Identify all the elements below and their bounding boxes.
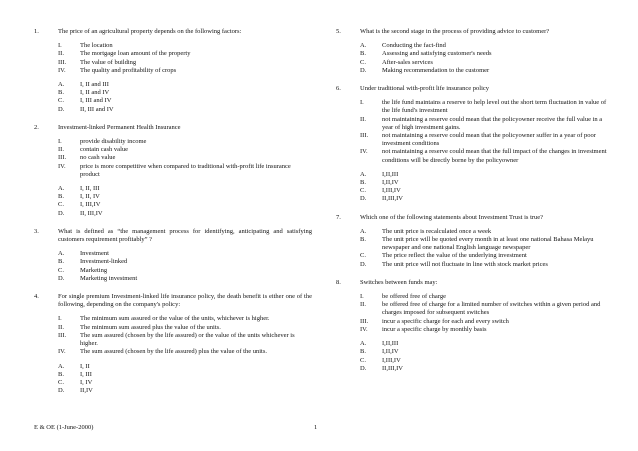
statement-number: IV. xyxy=(58,66,66,74)
option-text: The unit price is recalculated once a week xyxy=(382,227,492,235)
question-block xyxy=(34,28,312,114)
statement-list xyxy=(360,293,608,334)
statement-item xyxy=(360,132,608,148)
statement-text: The minimum sum assured plus the value of the units. xyxy=(80,323,221,331)
statement-number: I. xyxy=(58,138,62,146)
statement-item xyxy=(58,332,312,348)
question-number: 5. xyxy=(336,28,341,35)
statement-item xyxy=(58,163,312,179)
statement-item xyxy=(58,138,312,146)
answer-option xyxy=(58,267,312,275)
option-text: The price reflect the value of the underlying investment xyxy=(382,252,527,260)
page-number: 1 xyxy=(314,424,318,431)
option-letter: A. xyxy=(58,185,65,193)
answer-option xyxy=(360,236,608,252)
statement-text: The value of building xyxy=(80,58,137,66)
statement-item xyxy=(360,293,608,301)
answer-option xyxy=(360,171,608,179)
answer-option xyxy=(58,363,312,371)
option-letter: B. xyxy=(360,50,366,58)
statement-number: III. xyxy=(58,154,67,162)
answer-option xyxy=(58,258,312,266)
option-text: Investment-linked xyxy=(80,258,128,266)
statement-number: I. xyxy=(360,99,364,107)
option-letter: C. xyxy=(58,97,64,105)
statement-number: II. xyxy=(360,301,366,309)
option-letter: D. xyxy=(360,66,367,74)
option-text: I,II,IV xyxy=(382,348,399,356)
question-block xyxy=(336,28,608,75)
option-letter: A. xyxy=(58,81,65,89)
statement-item xyxy=(58,42,312,50)
answer-option xyxy=(58,185,312,193)
statement-text: The location xyxy=(80,42,113,50)
question-text: The price of an agricultural property depends on the following factors: xyxy=(58,28,242,35)
answer-options xyxy=(360,340,608,373)
statement-item xyxy=(360,99,608,115)
statement-item xyxy=(58,154,312,162)
statement-text: price is more competitive when compared to traditional with-profit life insurance product xyxy=(80,162,291,178)
statement-text: contain cash value xyxy=(80,146,129,154)
footer-edition: E & OE (1-June-2000) xyxy=(34,424,94,431)
statement-list xyxy=(58,315,312,356)
question-number: 1. xyxy=(34,28,39,35)
statement-number: IV. xyxy=(360,148,368,156)
statement-number: I. xyxy=(360,293,364,301)
option-text: I,II,IV xyxy=(382,179,399,187)
statement-text: the life fund maintains a reserve to help level out the short term fluctuation in value of the life fund's investment xyxy=(382,99,607,115)
statement-text: be offered free of charge for a limited number of switches within a given period and charges imposed for subsequent switches xyxy=(382,301,601,317)
answer-options xyxy=(58,185,312,218)
statement-number: III. xyxy=(58,58,67,66)
option-text: I,III,IV xyxy=(382,356,401,364)
option-letter: B. xyxy=(58,89,64,97)
option-letter: C. xyxy=(58,378,64,386)
option-text: I, III xyxy=(80,370,92,378)
question-text: Which one of the following statements about Investment Trust is true? xyxy=(360,213,544,221)
option-letter: D. xyxy=(360,260,367,268)
answer-option xyxy=(58,201,312,209)
statement-number: III. xyxy=(58,331,67,339)
statement-text: The sum assured (chosen by the life assured) plus the value of the units. xyxy=(80,348,268,356)
answer-option xyxy=(360,228,608,236)
answer-option xyxy=(360,365,608,373)
option-text: The unit price will be quoted every month in at least one national Bahasa Melayu newspaper and one national English language newspaper xyxy=(382,236,594,252)
option-text: II, III and IV xyxy=(80,105,114,113)
answer-option xyxy=(58,106,312,114)
option-letter: B. xyxy=(360,236,366,244)
option-text: I, III,IV xyxy=(80,201,101,209)
option-text: Assessing and satisfying customer's needs xyxy=(382,50,492,58)
answer-option xyxy=(58,371,312,379)
option-text: Conducting the fact-find xyxy=(382,42,446,50)
option-text: After-sales services xyxy=(382,58,433,66)
statement-item xyxy=(58,315,312,323)
option-text: I, II and IV xyxy=(80,89,110,97)
statement-text: The quality and profitability of crops xyxy=(80,66,177,74)
answer-option xyxy=(58,379,312,387)
question-number: 8. xyxy=(336,278,341,286)
question-number: 3. xyxy=(34,227,39,235)
option-letter: B. xyxy=(58,370,64,378)
statement-number: II. xyxy=(58,323,64,331)
answer-options xyxy=(360,228,608,269)
statement-item xyxy=(360,326,608,334)
question-text: What is defined as “the management process for identifying, anticipating and satisfying customers requirement profitably” ? xyxy=(58,227,312,244)
statement-list xyxy=(360,99,608,165)
statement-text: incur a specific charge by monthly basis xyxy=(382,325,487,333)
answer-option xyxy=(360,252,608,260)
statement-number: IV. xyxy=(58,348,66,356)
option-text: I,II,III xyxy=(382,340,399,348)
option-text: The unit price will not fluctuate in line with stock market prices xyxy=(382,260,548,268)
answer-option xyxy=(360,261,608,269)
statement-number: II. xyxy=(360,115,366,123)
statement-text: not maintaining a reserve could mean that the policyowner receive the full value in a year of high investment gains. xyxy=(382,115,603,131)
answer-option xyxy=(360,42,608,50)
option-letter: B. xyxy=(360,348,366,356)
answer-options xyxy=(360,42,608,75)
option-text: I, II, IV xyxy=(80,193,100,201)
option-letter: C. xyxy=(360,187,366,195)
option-letter: C. xyxy=(58,266,64,274)
option-letter: C. xyxy=(360,58,366,66)
answer-option xyxy=(58,387,312,395)
answer-option xyxy=(58,210,312,218)
option-text: I, II xyxy=(80,362,90,370)
option-letter: A. xyxy=(360,227,367,235)
statement-number: I. xyxy=(58,315,62,323)
statement-text: incur a specific charge for each and every switch xyxy=(382,317,509,325)
answer-option xyxy=(58,250,312,258)
question-text: For single premium Investment-linked life insurance policy, the death benefit is either one of the following, depending on the company's policy: xyxy=(58,293,312,309)
statement-item xyxy=(58,324,312,332)
statement-item xyxy=(360,116,608,132)
question-block xyxy=(336,279,608,373)
question-text: Switches between funds may: xyxy=(360,278,438,286)
left-column xyxy=(34,28,312,405)
statement-text: not maintaining a reserve could mean that the policyowner suffer in a year of poor investment conditions xyxy=(382,132,596,148)
statement-text: be offered free of charge xyxy=(382,293,446,301)
statement-number: I. xyxy=(58,42,62,50)
statement-text: not maintaining a reserve could mean that the full impact of the changes in investment conditions will be directly borne by the policyowner xyxy=(382,148,607,164)
statement-text: The minimum sum assured or the value of the units, whichever is higher. xyxy=(80,315,270,323)
option-letter: B. xyxy=(360,179,366,187)
option-text: I,II,III xyxy=(382,170,399,178)
answer-option xyxy=(360,195,608,203)
question-block xyxy=(336,85,608,204)
statement-number: II. xyxy=(58,50,64,58)
option-text: II,III,IV xyxy=(382,195,403,203)
statement-number: III. xyxy=(360,132,369,140)
statement-text: no cash value xyxy=(80,154,116,162)
option-letter: C. xyxy=(58,201,64,209)
option-letter: D. xyxy=(58,209,65,217)
option-text: I, II, III xyxy=(80,185,100,193)
statement-item xyxy=(360,148,608,164)
option-text: I,III,IV xyxy=(382,187,401,195)
statement-number: III. xyxy=(360,317,369,325)
answer-option xyxy=(360,50,608,58)
answer-option xyxy=(58,81,312,89)
option-text: II,IV xyxy=(80,387,93,395)
answer-option xyxy=(58,89,312,97)
option-text: I, III and IV xyxy=(80,97,112,105)
answer-option xyxy=(360,179,608,187)
answer-option xyxy=(360,357,608,365)
question-block xyxy=(34,293,312,395)
option-text: I, IV xyxy=(80,378,93,386)
option-letter: D. xyxy=(58,274,65,282)
question-number: 6. xyxy=(336,85,341,93)
option-letter: A. xyxy=(360,340,367,348)
statement-item xyxy=(58,59,312,67)
option-letter: D. xyxy=(360,195,367,203)
question-block xyxy=(34,124,312,218)
statement-text: The sum assured (chosen by the life assured) or the value of the units whichever is higher. xyxy=(80,331,295,348)
answer-options xyxy=(58,250,312,283)
question-number: 7. xyxy=(336,213,341,221)
statement-item xyxy=(360,318,608,326)
statement-text: provide disability income xyxy=(80,138,147,146)
option-text: I, II and III xyxy=(80,81,109,89)
question-block xyxy=(336,214,608,269)
option-letter: C. xyxy=(360,252,366,260)
question-text: Investment-linked Permanent Health Insurance xyxy=(58,123,181,131)
option-text: Marketing investment xyxy=(80,274,138,282)
option-text: Marketing xyxy=(80,266,108,274)
statement-item xyxy=(58,50,312,58)
statement-number: IV. xyxy=(58,162,66,170)
option-letter: A. xyxy=(360,170,367,178)
question-number: 4. xyxy=(34,293,39,301)
option-letter: D. xyxy=(58,387,65,395)
option-letter: A. xyxy=(58,250,65,258)
answer-options xyxy=(360,171,608,204)
question-number: 2. xyxy=(34,123,39,131)
answer-option xyxy=(360,348,608,356)
statement-text: The mortgage loan amount of the property xyxy=(80,50,191,58)
answer-option xyxy=(360,340,608,348)
statement-item xyxy=(360,301,608,317)
statement-list xyxy=(58,138,312,179)
option-letter: B. xyxy=(58,258,64,266)
answer-option xyxy=(360,59,608,67)
statement-item xyxy=(58,146,312,154)
statement-number: II. xyxy=(58,146,64,154)
question-text: What is the second stage in the process of providing advice to customer? xyxy=(360,28,550,35)
option-text: Making recommendation to the customer xyxy=(382,66,490,74)
option-letter: A. xyxy=(58,362,65,370)
option-letter: C. xyxy=(360,356,366,364)
answer-option xyxy=(58,193,312,201)
answer-option xyxy=(360,187,608,195)
answer-option xyxy=(58,275,312,283)
option-letter: D. xyxy=(58,105,65,113)
option-letter: D. xyxy=(360,364,367,372)
question-block xyxy=(34,228,312,283)
answer-options xyxy=(58,81,312,114)
right-column xyxy=(336,28,608,383)
option-letter: A. xyxy=(360,42,367,50)
question-text: Under traditional with-profit life insurance policy xyxy=(360,85,490,93)
statement-item xyxy=(58,67,312,75)
option-text: II, III,IV xyxy=(80,209,103,217)
statement-item xyxy=(58,348,312,356)
option-letter: B. xyxy=(58,193,64,201)
option-text: Investment xyxy=(80,250,109,258)
statement-list xyxy=(58,42,312,75)
answer-options xyxy=(58,363,312,396)
answer-option xyxy=(58,97,312,105)
statement-number: IV. xyxy=(360,325,368,333)
option-text: II,III,IV xyxy=(382,364,403,372)
answer-option xyxy=(360,67,608,75)
